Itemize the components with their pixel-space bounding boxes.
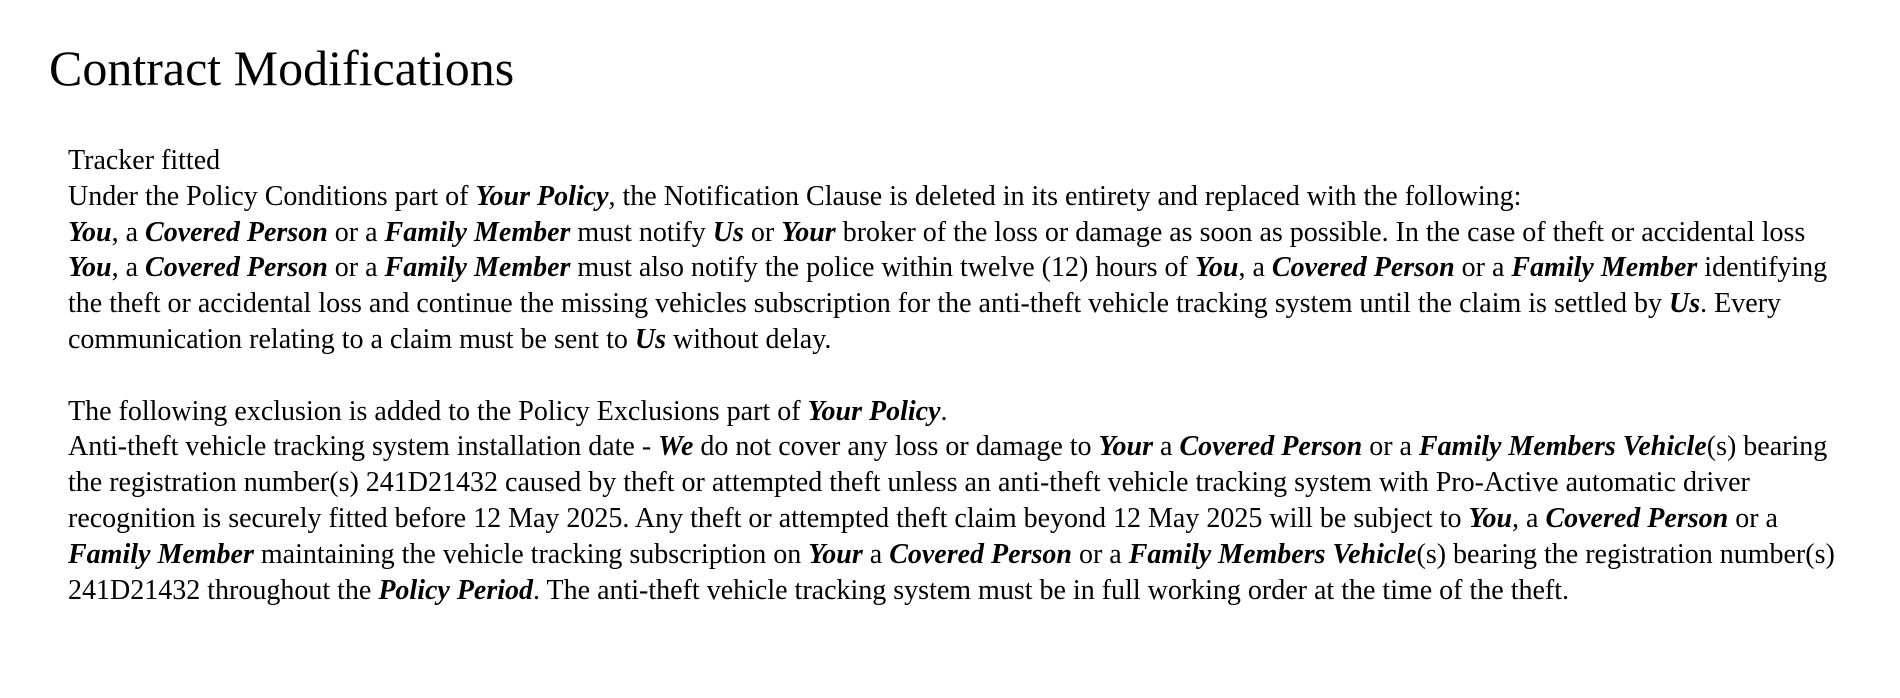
text-run: , a xyxy=(1238,252,1272,284)
text-run: , a xyxy=(111,252,146,284)
text-run: maintaining the vehicle tracking subscription on xyxy=(253,538,809,570)
defined-term: Us xyxy=(634,323,666,355)
text-run: , the Notification Clause is deleted in its entirety and replaced with the following: xyxy=(608,180,1522,212)
defined-term: Your xyxy=(808,538,863,570)
defined-term: Family Member xyxy=(384,252,571,284)
text-run: . xyxy=(940,395,948,427)
text-run: or a xyxy=(1362,431,1419,463)
document-body xyxy=(68,143,1850,608)
exclusion-text xyxy=(68,429,1850,608)
defined-term: Family Member xyxy=(1511,252,1698,284)
notification-clause-text xyxy=(68,215,1850,358)
defined-term: Your xyxy=(1098,431,1154,463)
text-run: must notify xyxy=(570,216,713,248)
text-run: , a xyxy=(111,216,146,248)
defined-term: Family Members Vehicle xyxy=(1128,538,1417,570)
text-run: or a xyxy=(1071,538,1129,570)
defined-term: Your Policy xyxy=(807,395,941,427)
text-run: , a xyxy=(1512,502,1546,534)
text-run: The following exclusion is added to the Policy Exclusions part of xyxy=(68,395,808,427)
defined-term: We xyxy=(658,431,694,463)
section-heading: Tracker fitted xyxy=(68,145,221,176)
defined-term: You xyxy=(68,216,112,248)
defined-term: Your xyxy=(781,216,836,248)
defined-term: Covered Person xyxy=(889,538,1072,570)
text-run: must also notify the police within twelve (12) hours of xyxy=(570,252,1195,284)
defined-term: Us xyxy=(1669,288,1701,320)
defined-term: Us xyxy=(712,216,744,248)
text-run: without delay. xyxy=(666,323,832,355)
text-run: broker of the loss or damage as soon as possible. In the case of theft or accidental loss xyxy=(835,216,1806,248)
section-exclusion xyxy=(68,394,1850,609)
text-run: . The anti-theft vehicle tracking system must be in full working order at the time of the theft. xyxy=(533,574,1570,606)
notification-clause-intro xyxy=(68,179,1850,215)
text-run: (s) bearing the registration number(s) 241D21432 throughout the xyxy=(68,538,1835,606)
defined-term: Your Policy xyxy=(475,180,609,212)
exclusion-intro xyxy=(68,394,1850,430)
defined-term: You xyxy=(68,252,112,284)
defined-term: You xyxy=(1194,252,1239,284)
text-run: (s) bearing the registration number(s) 241D21432 caused by theft or attempted theft unless an anti-theft vehicle tracking system with Pro-Active automatic driver recognition is securely fitted before 12 May 2025. Any theft or attempted theft claim beyond 12 May 2025 will be subject to xyxy=(68,431,1828,534)
text-run: or a xyxy=(327,216,385,248)
defined-term: Covered Person xyxy=(1271,252,1455,284)
paragraph-spacer xyxy=(68,358,1850,394)
text-run: . Every communication relating to a claim must be sent to xyxy=(68,288,1782,355)
text-run: or a xyxy=(1728,502,1778,534)
defined-term: Covered Person xyxy=(145,216,328,248)
text-run: a xyxy=(862,538,890,570)
text-run: or a xyxy=(327,252,385,284)
defined-term: Policy Period xyxy=(378,574,534,606)
text-run: a xyxy=(1153,431,1180,463)
text-run: Anti-theft vehicle tracking system installation date - xyxy=(68,431,659,463)
defined-term: Family Member xyxy=(384,216,571,248)
defined-term: You xyxy=(1468,502,1513,534)
defined-term: Covered Person xyxy=(145,252,328,284)
defined-term: Covered Person xyxy=(1545,502,1729,534)
text-run: or xyxy=(743,216,782,248)
page-title: Contract Modifications xyxy=(49,40,515,96)
text-run: identifying the theft or accidental loss and continue the missing vehicles subscription for the anti-theft vehicle tracking system until the claim is settled by xyxy=(68,252,1828,320)
defined-term: Covered Person xyxy=(1179,431,1363,463)
section-tracker-fitted xyxy=(68,143,1850,358)
text-run: or a xyxy=(1454,252,1512,284)
defined-term: Family Members Vehicle xyxy=(1418,431,1707,463)
text-run: Under the Policy Conditions part of xyxy=(68,180,476,212)
defined-term: Family Member xyxy=(68,538,254,570)
text-run: do not cover any loss or damage to xyxy=(693,431,1099,463)
